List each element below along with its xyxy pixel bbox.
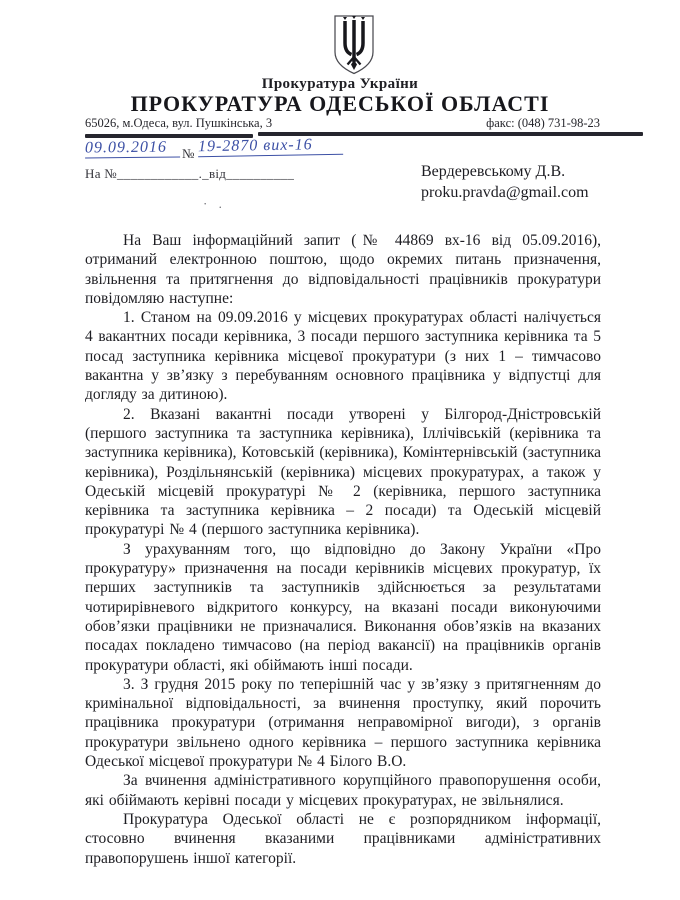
org-address: 65026, м.Одеса, вул. Пушкінська, 3 — [85, 116, 273, 130]
recipient-block — [421, 161, 589, 203]
org-parent-title: Прокуратура України — [261, 76, 419, 92]
org-name-title: ПРОКУРАТУРА ОДЕСЬКОЇ ОБЛАСТІ — [130, 91, 550, 116]
coat-of-arms-icon — [330, 13, 378, 77]
number-sign: № — [182, 146, 195, 161]
org-fax: факс: (048) 731-98-23 — [486, 116, 600, 130]
paragraph-closing: Прокуратура Одеської області не є розпорядником інформації, стосовно вчинення вказаними працівниками адміністративних правопорушень іншої категорії. — [85, 810, 601, 867]
recipient-name: Вердеревському Д.В. — [421, 163, 566, 180]
paragraph-admin-offense: За вчинення адміністративного корупційного правопорушення особи, які обіймають керівні посади у місцевих прокуратурах, не звільнялися. — [85, 772, 601, 809]
reply-reference-blank: На №____________._від__________ — [85, 166, 295, 181]
recipient-email: proku.pravda@gmail.com — [421, 184, 589, 201]
handwritten-outgoing-number: 19-2870 вих-16 — [198, 136, 343, 158]
scan-artifact-dots: · . — [203, 196, 226, 211]
paragraph-law-note: З урахуванням того, що відповідно до Закону України «Про прокуратуру» призначення на посади керівників місцевих прокуратур, їх перших заступників та заступників здійснюється за результатами чотирирівневого відкритого конкурсу, на вказані посади виконуючими обов’язки працівники не призначалися. Виконання обов’язків на вказаних посадах покладено тимчасово (на період вакансії) на працівників органів прокуратури області, які обіймають інші посади. — [85, 540, 601, 674]
paragraph-item-2: 2. Вказані вакантні посади утворені у Білгород-Дністровській (першого заступника та заступника керівника), Іллічівській (керівника та заступника керівника), Котовській (керівника), Комінтернівській (заступника керівника), Роздільнянській (керівника) місцевих прокуратурах, а також у Одеській місцевій прокуратурі № 2 (керівника, першого заступника керівника та заступника керівника – 2 посади) та Одеській місцевій прокуратурі № 4 (першого заступника керівника). — [85, 405, 601, 539]
paragraph-item-3: 3. З грудня 2015 року по теперішній час у зв’язку з притягненням до кримінальної відповідальності, за вчинення проступку, який порочить працівника прокуратури (отримання неправомірної вигоди), з органів прокуратури звільнено одного керівника – першого заступника керівника Одеської місцевої прокуратури № 4 Білого В.О. — [85, 675, 601, 771]
letterhead-contact-row — [85, 116, 600, 131]
paragraph-intro: На Ваш інформаційний запит (№ 44869 вх-16 від 05.09.2016), отриманий електронною поштою, щодо окремих питань призначення, звільнення та притягнення до відповідальності працівників прокуратури повідомляю наступне: — [85, 232, 601, 307]
handwritten-date: 09.09.2016 — [85, 139, 180, 159]
letter-body — [85, 231, 601, 868]
paragraph-item-1: 1. Станом на 09.09.2016 у місцевих прокуратурах області налічується 4 вакантних посади керівника, 3 посади першого заступника керівника та 5 посад заступника керівника місцевої прокуратури (з них 1 – тимчасово вакантна у зв’язку з перебуванням основного працівника у відпустці для догляду за дитиною). — [85, 309, 601, 404]
